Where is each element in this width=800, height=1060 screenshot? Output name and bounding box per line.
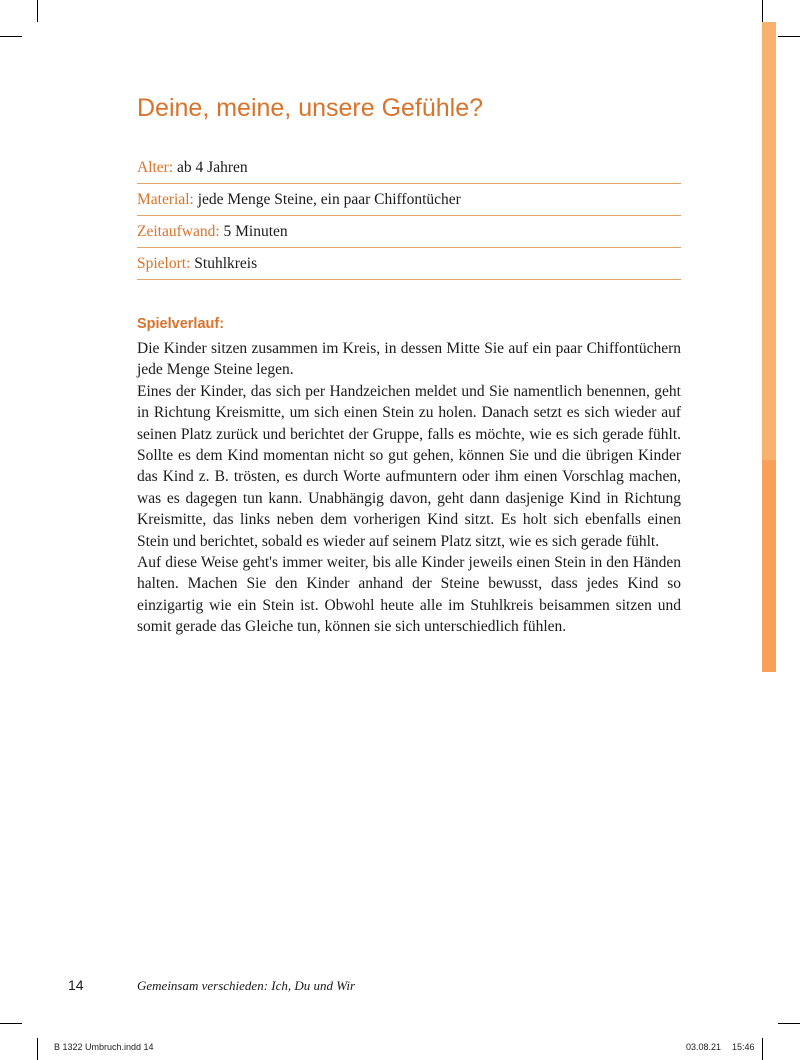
- side-tab-light: [762, 22, 776, 460]
- info-row-age: [137, 152, 681, 184]
- info-value: ab 4 Jahren: [177, 159, 248, 176]
- body-paragraph: Eines der Kinder, das sich per Handzeichen meldet und Sie namentlich benennen, geht in Richtung Kreismitte, um sich einen Stein zu holen. Danach setzt es sich wieder auf seinen Platz zurück und berichtet der Gruppe, falls es möchte, wie es sich gerade fühlt. Sollte es dem Kind momentan nicht so gut gehen, können Sie und die übrigen Kinder das Kind z. B. trösten, es durch Worte aufmuntern oder ihm einen Vorschlag machen, was es dagegen tun kann. Unabhängig davon, geht dann dasjenige Kind in Richtung Kreismitte, das links neben dem vorherigen Kind sitzt. Es holt sich ebenfalls einen Stein und berichtet, sobald es wieder auf seinem Platz sitzt, wie es sich gerade fühlt.: [137, 382, 681, 550]
- slug-file: B 1322 Umbruch.indd 14: [54, 1042, 154, 1052]
- side-tab-dark: [762, 460, 776, 672]
- crop-mark: [778, 1023, 800, 1024]
- info-value: 5 Minuten: [223, 223, 288, 240]
- info-value: Stuhlkreis: [194, 255, 258, 272]
- slug-time: 15:46: [732, 1042, 755, 1052]
- info-value: jede Menge Steine, ein paar Chiffontücher: [197, 191, 461, 208]
- info-label: Spielort:: [137, 255, 191, 272]
- info-row-location: [137, 248, 681, 280]
- body-paragraph: Die Kinder sitzen zusammen im Kreis, in dessen Mitte Sie auf ein paar Chiffontüchern jede Menge Steine legen.: [137, 340, 681, 379]
- info-row-duration: [137, 216, 681, 248]
- info-table: [137, 152, 681, 280]
- body-text: [137, 338, 681, 638]
- info-label: Material:: [137, 191, 194, 208]
- crop-mark: [762, 0, 763, 22]
- info-label: Zeitaufwand:: [137, 223, 220, 240]
- page-number: 14: [68, 977, 84, 993]
- body-paragraph: Auf diese Weise geht's immer weiter, bis alle Kinder jeweils einen Stein in den Händen halten. Machen Sie den Kinder anhand der Steine bewusst, dass jedes Kind so einzigartig wie ein Stein ist. Obwohl heute alle im Stuhlkreis beisammen sitzen und somit gerade das Gleiche tun, können sie sich unterschiedlich fühlen.: [137, 554, 681, 636]
- crop-mark: [37, 0, 38, 22]
- crop-mark: [0, 36, 22, 37]
- page-title: Deine, meine, unsere Gefühle?: [137, 94, 484, 122]
- info-label: Alter:: [137, 159, 174, 176]
- side-color-tab: [762, 22, 776, 672]
- crop-mark: [762, 1038, 763, 1060]
- running-title: Gemeinsam verschieden: Ich, Du und Wir: [137, 978, 356, 993]
- slug-date: 03.08.21: [686, 1042, 722, 1052]
- info-row-material: [137, 184, 681, 216]
- section-heading: Spielverlauf:: [137, 316, 225, 332]
- crop-mark: [0, 1023, 22, 1024]
- crop-mark: [37, 1038, 38, 1060]
- crop-mark: [778, 36, 800, 37]
